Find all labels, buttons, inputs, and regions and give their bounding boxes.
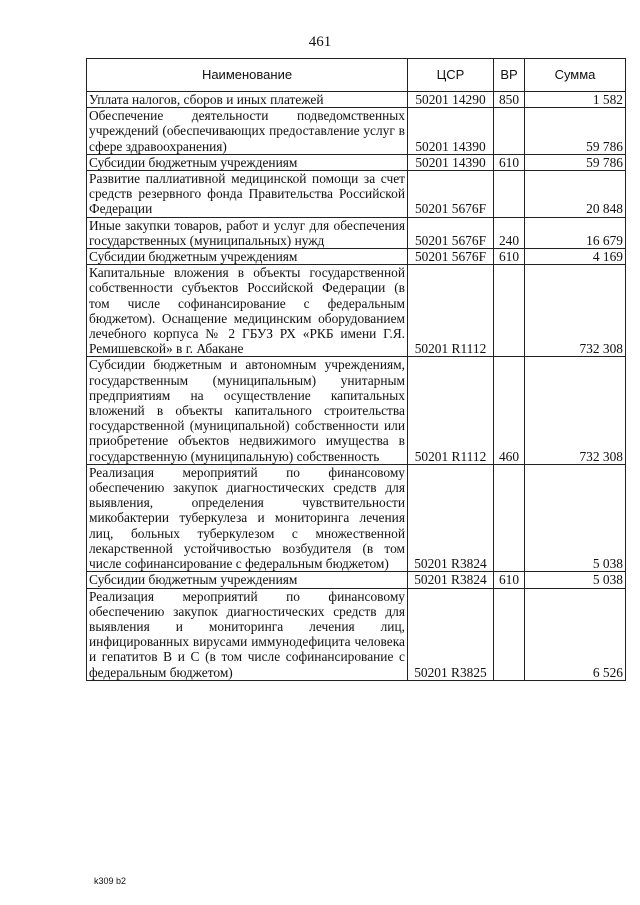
column-header-csr: ЦСР [408, 59, 494, 92]
row-csr: 50201 R3824 [408, 572, 494, 588]
row-csr: 50201 14390 [408, 154, 494, 170]
table-row [87, 265, 626, 357]
row-vr: 610 [494, 249, 525, 265]
row-vr: 610 [494, 572, 525, 588]
row-vr [494, 171, 525, 218]
table-row [87, 171, 626, 218]
row-sum: 16 679 [525, 217, 626, 248]
row-sum: 5 038 [525, 464, 626, 571]
row-name: Уплата налогов, сборов и иных платежей [87, 92, 408, 108]
row-name: Обеспечение деятельности подведомственных учреждений (обеспечивающих предоставление услуг в сфере здравоохранения) [87, 108, 408, 155]
row-csr: 50201 R3825 [408, 588, 494, 680]
row-vr: 610 [494, 154, 525, 170]
row-sum: 59 786 [525, 108, 626, 155]
row-csr: 50201 R3824 [408, 464, 494, 571]
row-sum: 732 308 [525, 357, 626, 464]
row-vr: 460 [494, 357, 525, 464]
row-vr [494, 265, 525, 357]
column-header-vr: ВР [494, 59, 525, 92]
row-name: Реализация мероприятий по финансовому обеспечению закупок диагностических средств для выявления, определения чувствительности микобактерии туберкулеза и мониторинга лечения лиц, больных туберкулезом с множественной лекарственной устойчивостью возбудителя (в том числе софинансирование с федеральным бюджетом) [87, 464, 408, 571]
row-csr: 50201 5676F [408, 217, 494, 248]
page-number: 461 [308, 34, 332, 50]
row-name: Реализация мероприятий по финансовому обеспечению закупок диагностических средств для выявления и мониторинга лечения лиц, инфицированных вирусами иммунодефицита человека и гепатитов В и С (в том числе софинансирование с федеральным бюджетом) [87, 588, 408, 680]
table-row [87, 92, 626, 108]
row-vr: 240 [494, 217, 525, 248]
row-csr: 50201 14290 [408, 92, 494, 108]
column-header-sum: Сумма [525, 59, 626, 92]
row-name: Субсидии бюджетным учреждениям [87, 249, 408, 265]
row-name: Субсидии бюджетным учреждениям [87, 154, 408, 170]
row-name: Иные закупки товаров, работ и услуг для обеспечения государственных (муниципальных) нужд [87, 217, 408, 248]
table-header-row [87, 59, 626, 92]
row-name: Капитальные вложения в объекты государственной собственности субъектов Российской Федерации (в том числе софинансирование с федеральным бюджетом). Оснащение медицинским оборудованием лечебного корпуса № 2 ГБУЗ РХ «РКБ имени Г.Я. Ремишевской» в г. Абакане [87, 265, 408, 357]
row-name: Субсидии бюджетным и автономным учреждениям, государственным (муниципальным) унитарным предприятиям на осуществление капитальных вложений в объекты капитального строительства государственной (муниципальной) собственности или приобретение объектов недвижимого имущества в государственную (муниципальную) собственность [87, 357, 408, 464]
budget-table [86, 58, 626, 681]
table-row [87, 357, 626, 464]
row-sum: 6 526 [525, 588, 626, 680]
row-vr [494, 108, 525, 155]
table-row [87, 108, 626, 155]
row-csr: 50201 5676F [408, 171, 494, 218]
table-row [87, 217, 626, 248]
row-sum: 1 582 [525, 92, 626, 108]
table-row [87, 464, 626, 571]
row-sum: 5 038 [525, 572, 626, 588]
row-csr: 50201 14390 [408, 108, 494, 155]
table-row [87, 588, 626, 680]
row-csr: 50201 R1112 [408, 357, 494, 464]
row-vr [494, 464, 525, 571]
row-name: Субсидии бюджетным учреждениям [87, 572, 408, 588]
table-row [87, 154, 626, 170]
row-name: Развитие паллиативной медицинской помощи за счет средств резервного фонда Правительства Российской Федерации [87, 171, 408, 218]
row-vr [494, 588, 525, 680]
row-sum: 732 308 [525, 265, 626, 357]
table-row [87, 249, 626, 265]
footer-code: k309 b2 [94, 876, 127, 886]
table-row [87, 572, 626, 588]
row-sum: 59 786 [525, 154, 626, 170]
row-vr: 850 [494, 92, 525, 108]
row-csr: 50201 5676F [408, 249, 494, 265]
column-header-name: Наименование [87, 59, 408, 92]
row-sum: 20 848 [525, 171, 626, 218]
row-csr: 50201 R1112 [408, 265, 494, 357]
row-sum: 4 169 [525, 249, 626, 265]
